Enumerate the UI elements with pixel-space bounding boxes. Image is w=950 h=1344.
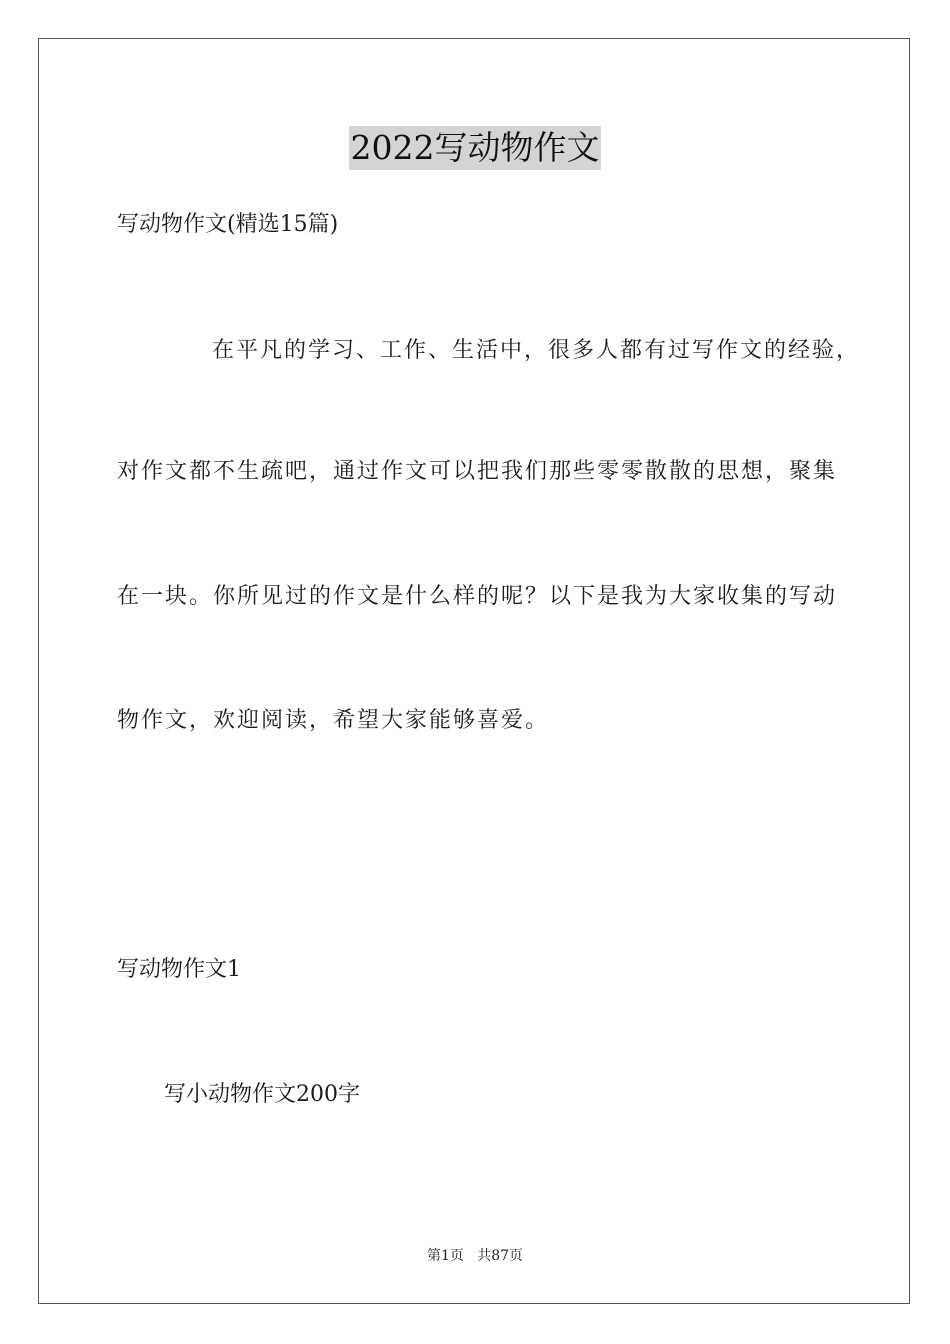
- intro-line-3: 在一块。你所见过的作文是什么样的呢？以下是我为大家收集的写动: [117, 584, 838, 609]
- intro-line-1: 在平凡的学习、工作、生活中，很多人都有过写作文的经验，: [212, 338, 861, 363]
- section-subheading: 写小动物作文200字: [164, 1082, 360, 1107]
- document-title: 2022写动物作文: [349, 126, 602, 170]
- section-heading: 写动物作文1: [117, 957, 241, 982]
- intro-line-2: 对作文都不生疏吧，通过作文可以把我们那些零零散散的思想，聚集: [117, 459, 838, 484]
- title-container: [0, 126, 950, 170]
- intro-line-4: 物作文，欢迎阅读，希望大家能够喜爱。: [117, 708, 550, 733]
- page-footer: 第1页 共87页: [426, 1248, 524, 1264]
- document-subtitle: 写动物作文(精选15篇): [117, 212, 339, 237]
